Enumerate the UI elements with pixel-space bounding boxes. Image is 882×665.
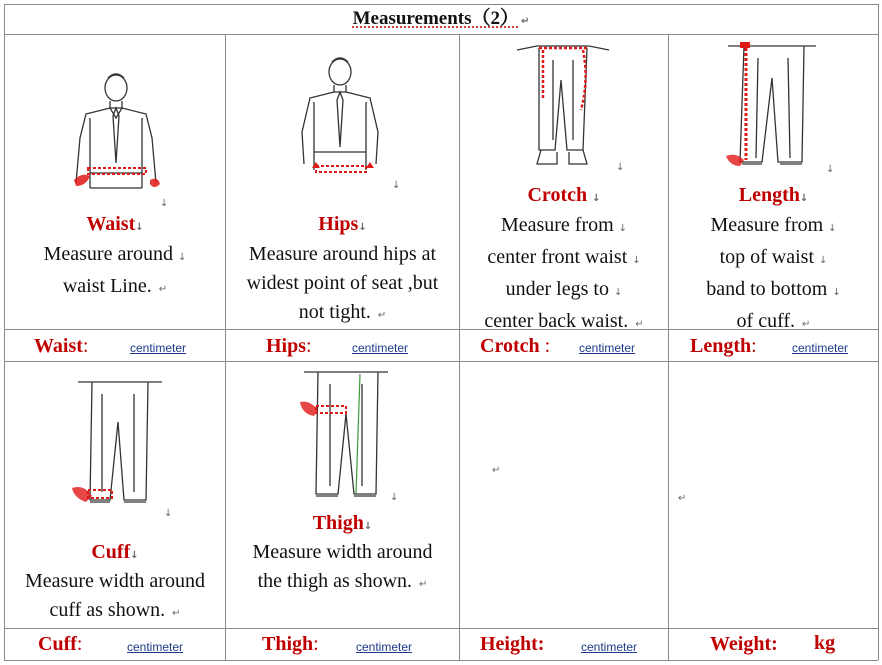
page-title — [4, 4, 878, 34]
waist-unit[interactable]: centimeter — [130, 341, 187, 355]
crotch-description: Measure from ↓ center front waist ↓ under legs to ↓ center back waist. ↵ — [484, 214, 644, 332]
waist-fig-mark: ↓ — [160, 198, 169, 209]
thigh-label: Thigh↓ — [312, 512, 373, 534]
rule-bottom — [4, 660, 878, 661]
height-field: Height: — [480, 633, 545, 655]
rule-row2-fields-top — [4, 628, 878, 629]
thigh-fig-mark: ↓ — [390, 492, 399, 503]
length-field: Length: — [690, 335, 757, 357]
length-unit[interactable]: centimeter — [792, 341, 849, 355]
hips-illustration — [290, 52, 390, 192]
cuff-description: Measure width around cuff as shown. ↵ — [25, 570, 205, 621]
hips-description: Measure around hips at widest point of seat ,but not tight. ↵ — [246, 243, 439, 323]
hips-fig-mark: ↓ — [392, 180, 401, 191]
title-text: Measurements（2） — [352, 8, 519, 29]
crotch-fig-mark: ↓ — [616, 162, 625, 173]
rule-col2 — [459, 34, 460, 660]
thigh-unit[interactable]: centimeter — [356, 640, 413, 654]
length-fig-mark: ↓ — [826, 164, 835, 175]
hips-unit[interactable]: centimeter — [352, 341, 409, 355]
length-illustration — [722, 38, 822, 178]
rule-row1-fields-bottom — [4, 361, 878, 362]
length-label: Length↓ — [738, 184, 809, 206]
rule-col3 — [668, 34, 669, 660]
hips-label: Hips↓ — [318, 213, 367, 235]
length-description: Measure from ↓ top of waist ↓ band to bottom ↓ of cuff. ↵ — [706, 214, 841, 332]
cuff-label: Cuff↓ — [91, 541, 139, 563]
waist-label: Waist↓ — [86, 213, 144, 235]
crotch-field: Crotch : — [480, 335, 551, 357]
rule-title — [4, 34, 878, 35]
empty-cell-mark-2: ↵ — [678, 493, 687, 504]
thigh-description: Measure width around the thigh as shown. ↵ — [252, 541, 433, 592]
return-mark: ↵ — [521, 16, 530, 27]
waist-description: Measure around ↓ waist Line. ↵ — [43, 243, 187, 297]
cuff-field: Cuff: — [38, 633, 83, 655]
empty-cell-mark-1: ↵ — [492, 465, 501, 476]
waist-illustration — [66, 68, 169, 209]
thigh-illustration — [296, 364, 399, 504]
waist-field: Waist: — [34, 335, 89, 357]
hips-field: Hips: — [266, 335, 312, 357]
thigh-field: Thigh: — [262, 633, 319, 655]
cuff-unit[interactable]: centimeter — [127, 640, 184, 654]
cuff-fig-mark: ↓ — [164, 508, 173, 519]
crotch-unit[interactable]: centimeter — [579, 341, 636, 355]
crotch-label: Crotch ↓ — [527, 184, 601, 206]
weight-field: Weight: — [710, 633, 778, 655]
weight-unit: kg — [814, 632, 836, 654]
height-unit[interactable]: centimeter — [581, 640, 638, 654]
cuff-illustration — [68, 372, 168, 512]
crotch-illustration — [513, 40, 613, 170]
rule-right — [878, 4, 879, 660]
